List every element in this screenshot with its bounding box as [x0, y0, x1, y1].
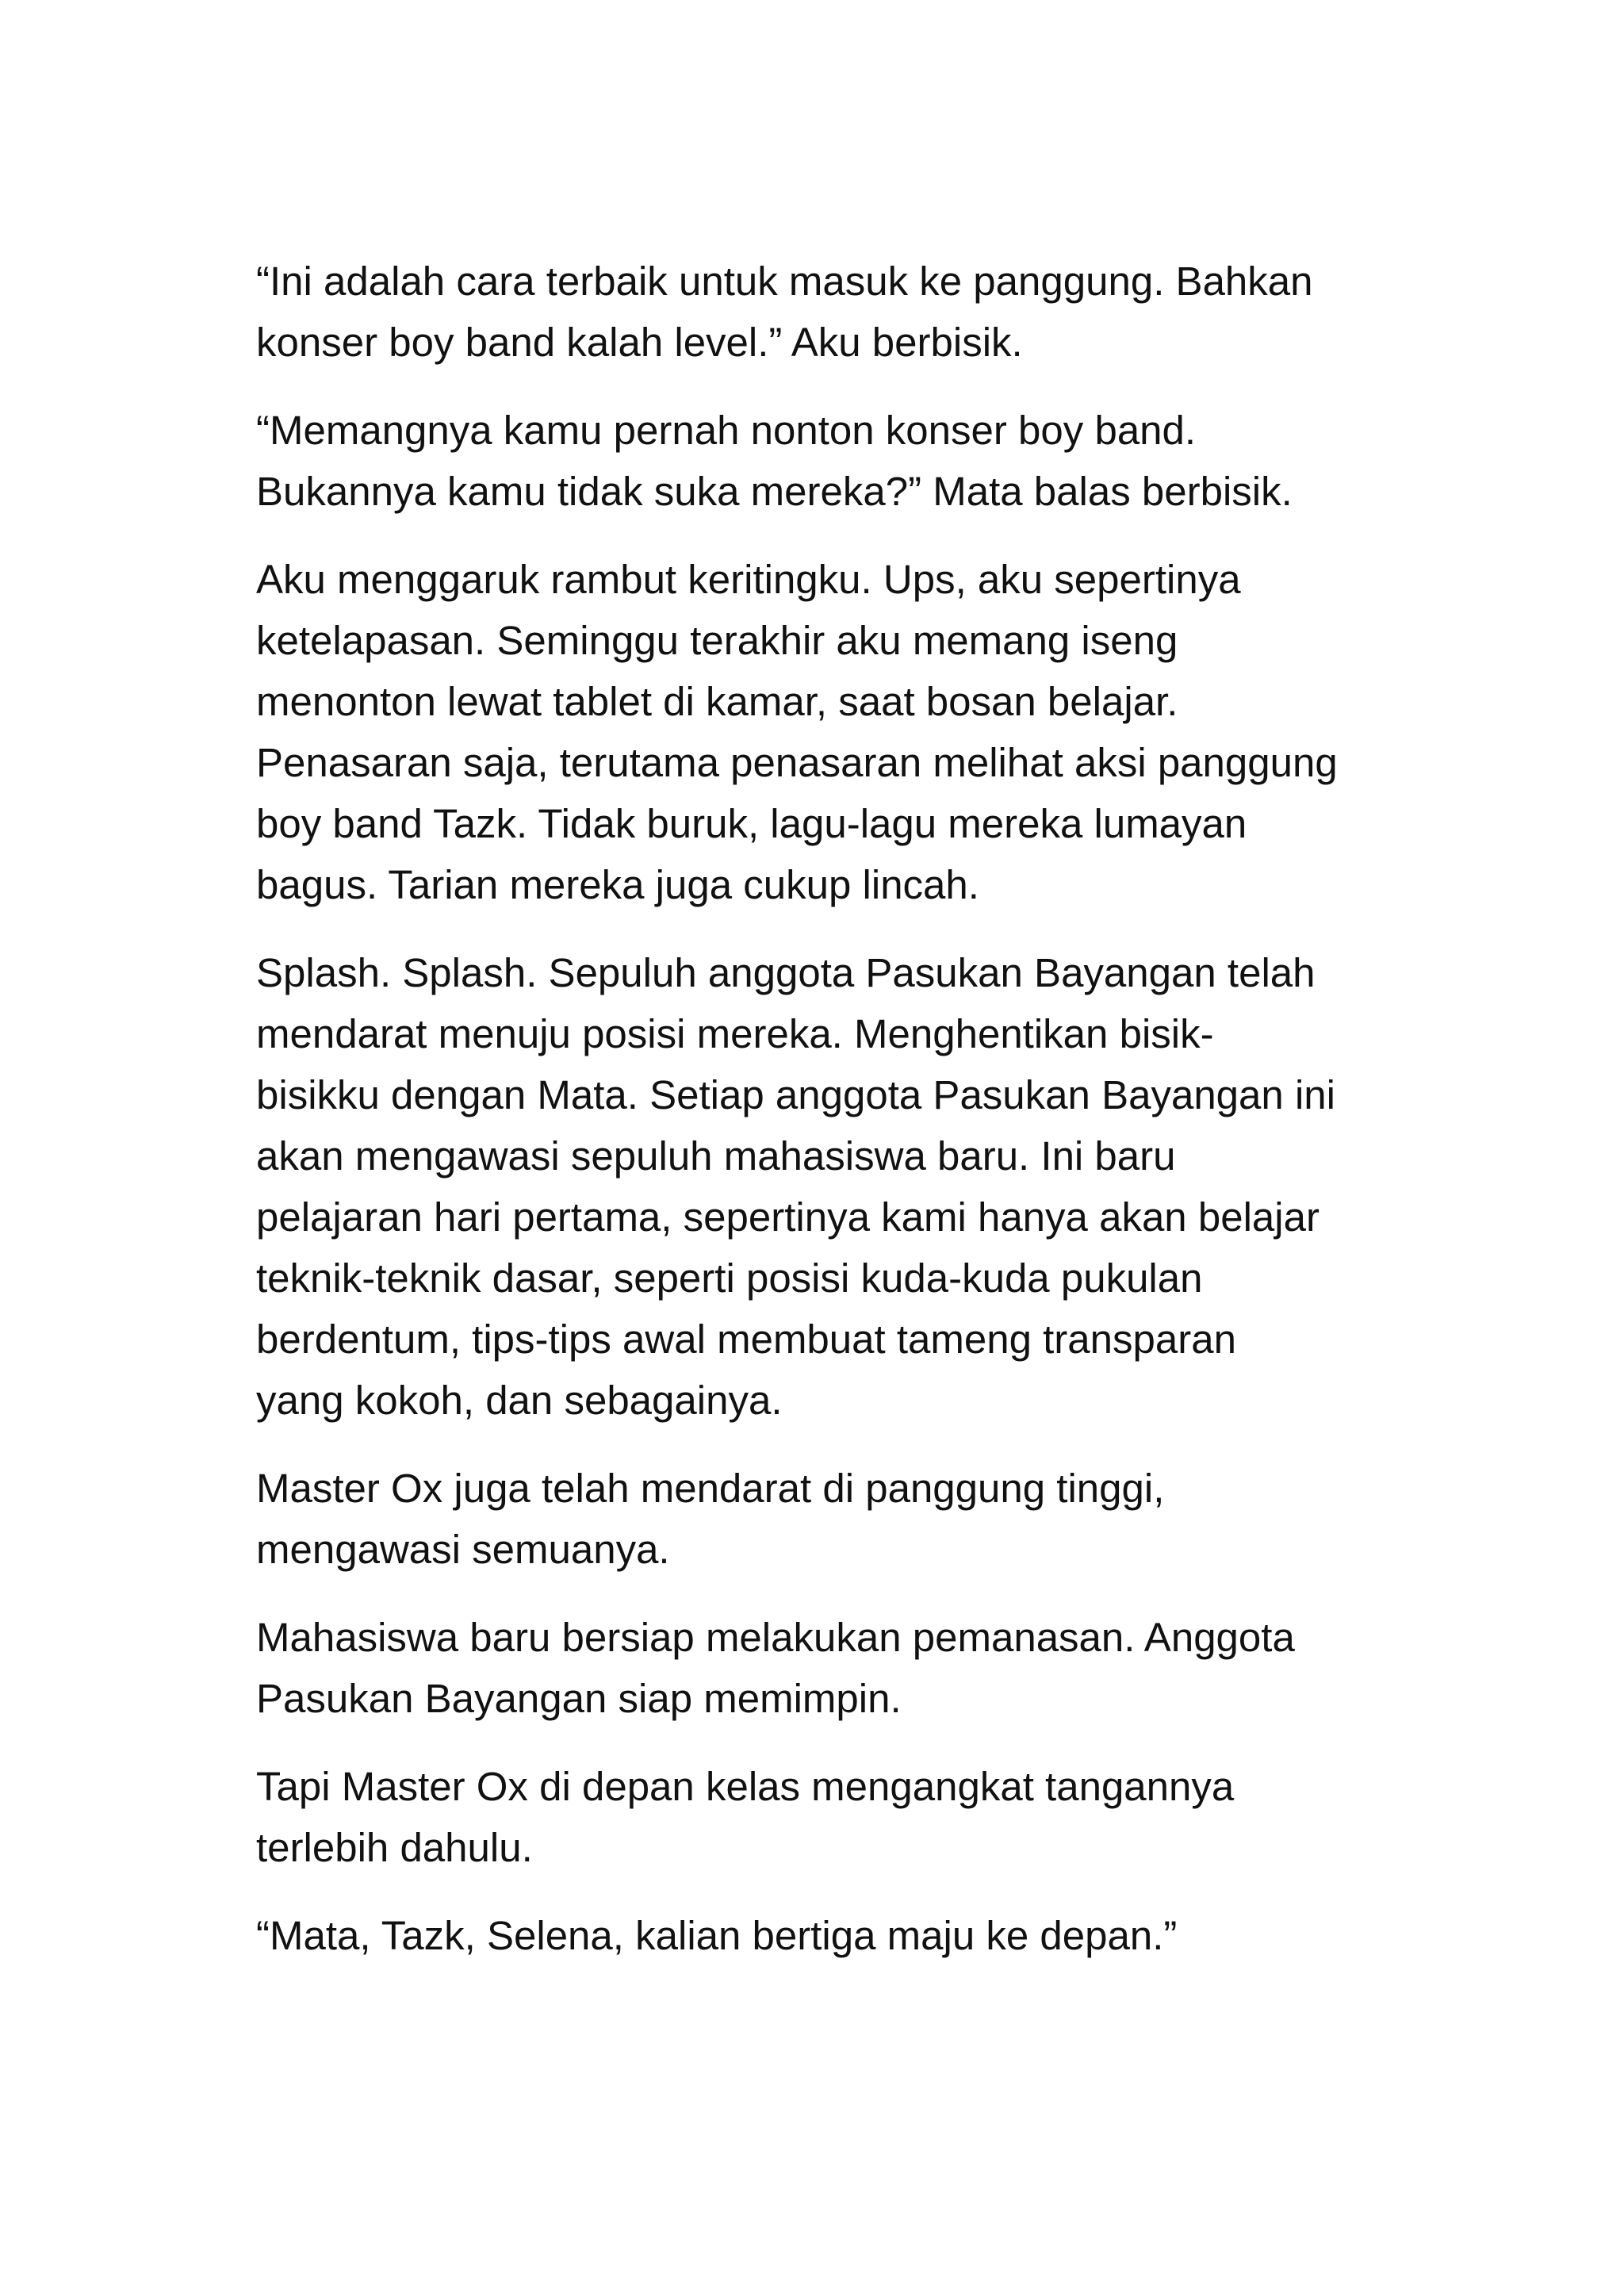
- paragraph: Mahasiswa baru bersiap melakukan pemanasan. Anggota Pasukan Bayangan siap memimpin.: [256, 1615, 1295, 1721]
- paragraph: Master Ox juga telah mendarat di panggung tinggi, mengawasi semuanya.: [256, 1466, 1165, 1572]
- paragraph: “Ini adalah cara terbaik untuk masuk ke panggung. Bahkan konser boy band kalah level.” Aku berbisik.: [256, 259, 1313, 365]
- paragraph: Aku menggaruk rambut keritingku. Ups, aku sepertinya ketelapasan. Seminggu terakhir aku memang iseng menonton lewat tablet di kamar, saat bosan belajar. Penasaran saja, terutama penasaran melihat aksi panggung boy band Tazk. Tidak buruk, lagu-lagu mereka lumayan bagus. Tarian mereka juga cukup lincah.: [256, 557, 1338, 907]
- paragraph: Splash. Splash. Sepuluh anggota Pasukan Bayangan telah mendarat menuju posisi mereka. Menghentikan bisik- bisikku dengan Mata. Setiap anggota Pasukan Bayangan ini akan mengawasi sepuluh mahasiswa baru. Ini baru pelajaran hari pertama, sepertinya kami hanya akan belajar teknik-teknik dasar, seperti posisi kuda-kuda pukulan berdentum, tips-tips awal membuat tameng transparan yang kokoh, dan sebagainya.: [256, 950, 1335, 1423]
- body-text: [256, 251, 1398, 1993]
- paragraph: Tapi Master Ox di depan kelas mengangkat tangannya terlebih dahulu.: [256, 1764, 1235, 1870]
- paragraph: “Memangnya kamu pernah nonton konser boy band. Bukannya kamu tidak suka mereka?” Mata balas berbisik.: [256, 408, 1293, 514]
- paragraph: “Mata, Tazk, Selena, kalian bertiga maju ke depan.”: [256, 1913, 1178, 1958]
